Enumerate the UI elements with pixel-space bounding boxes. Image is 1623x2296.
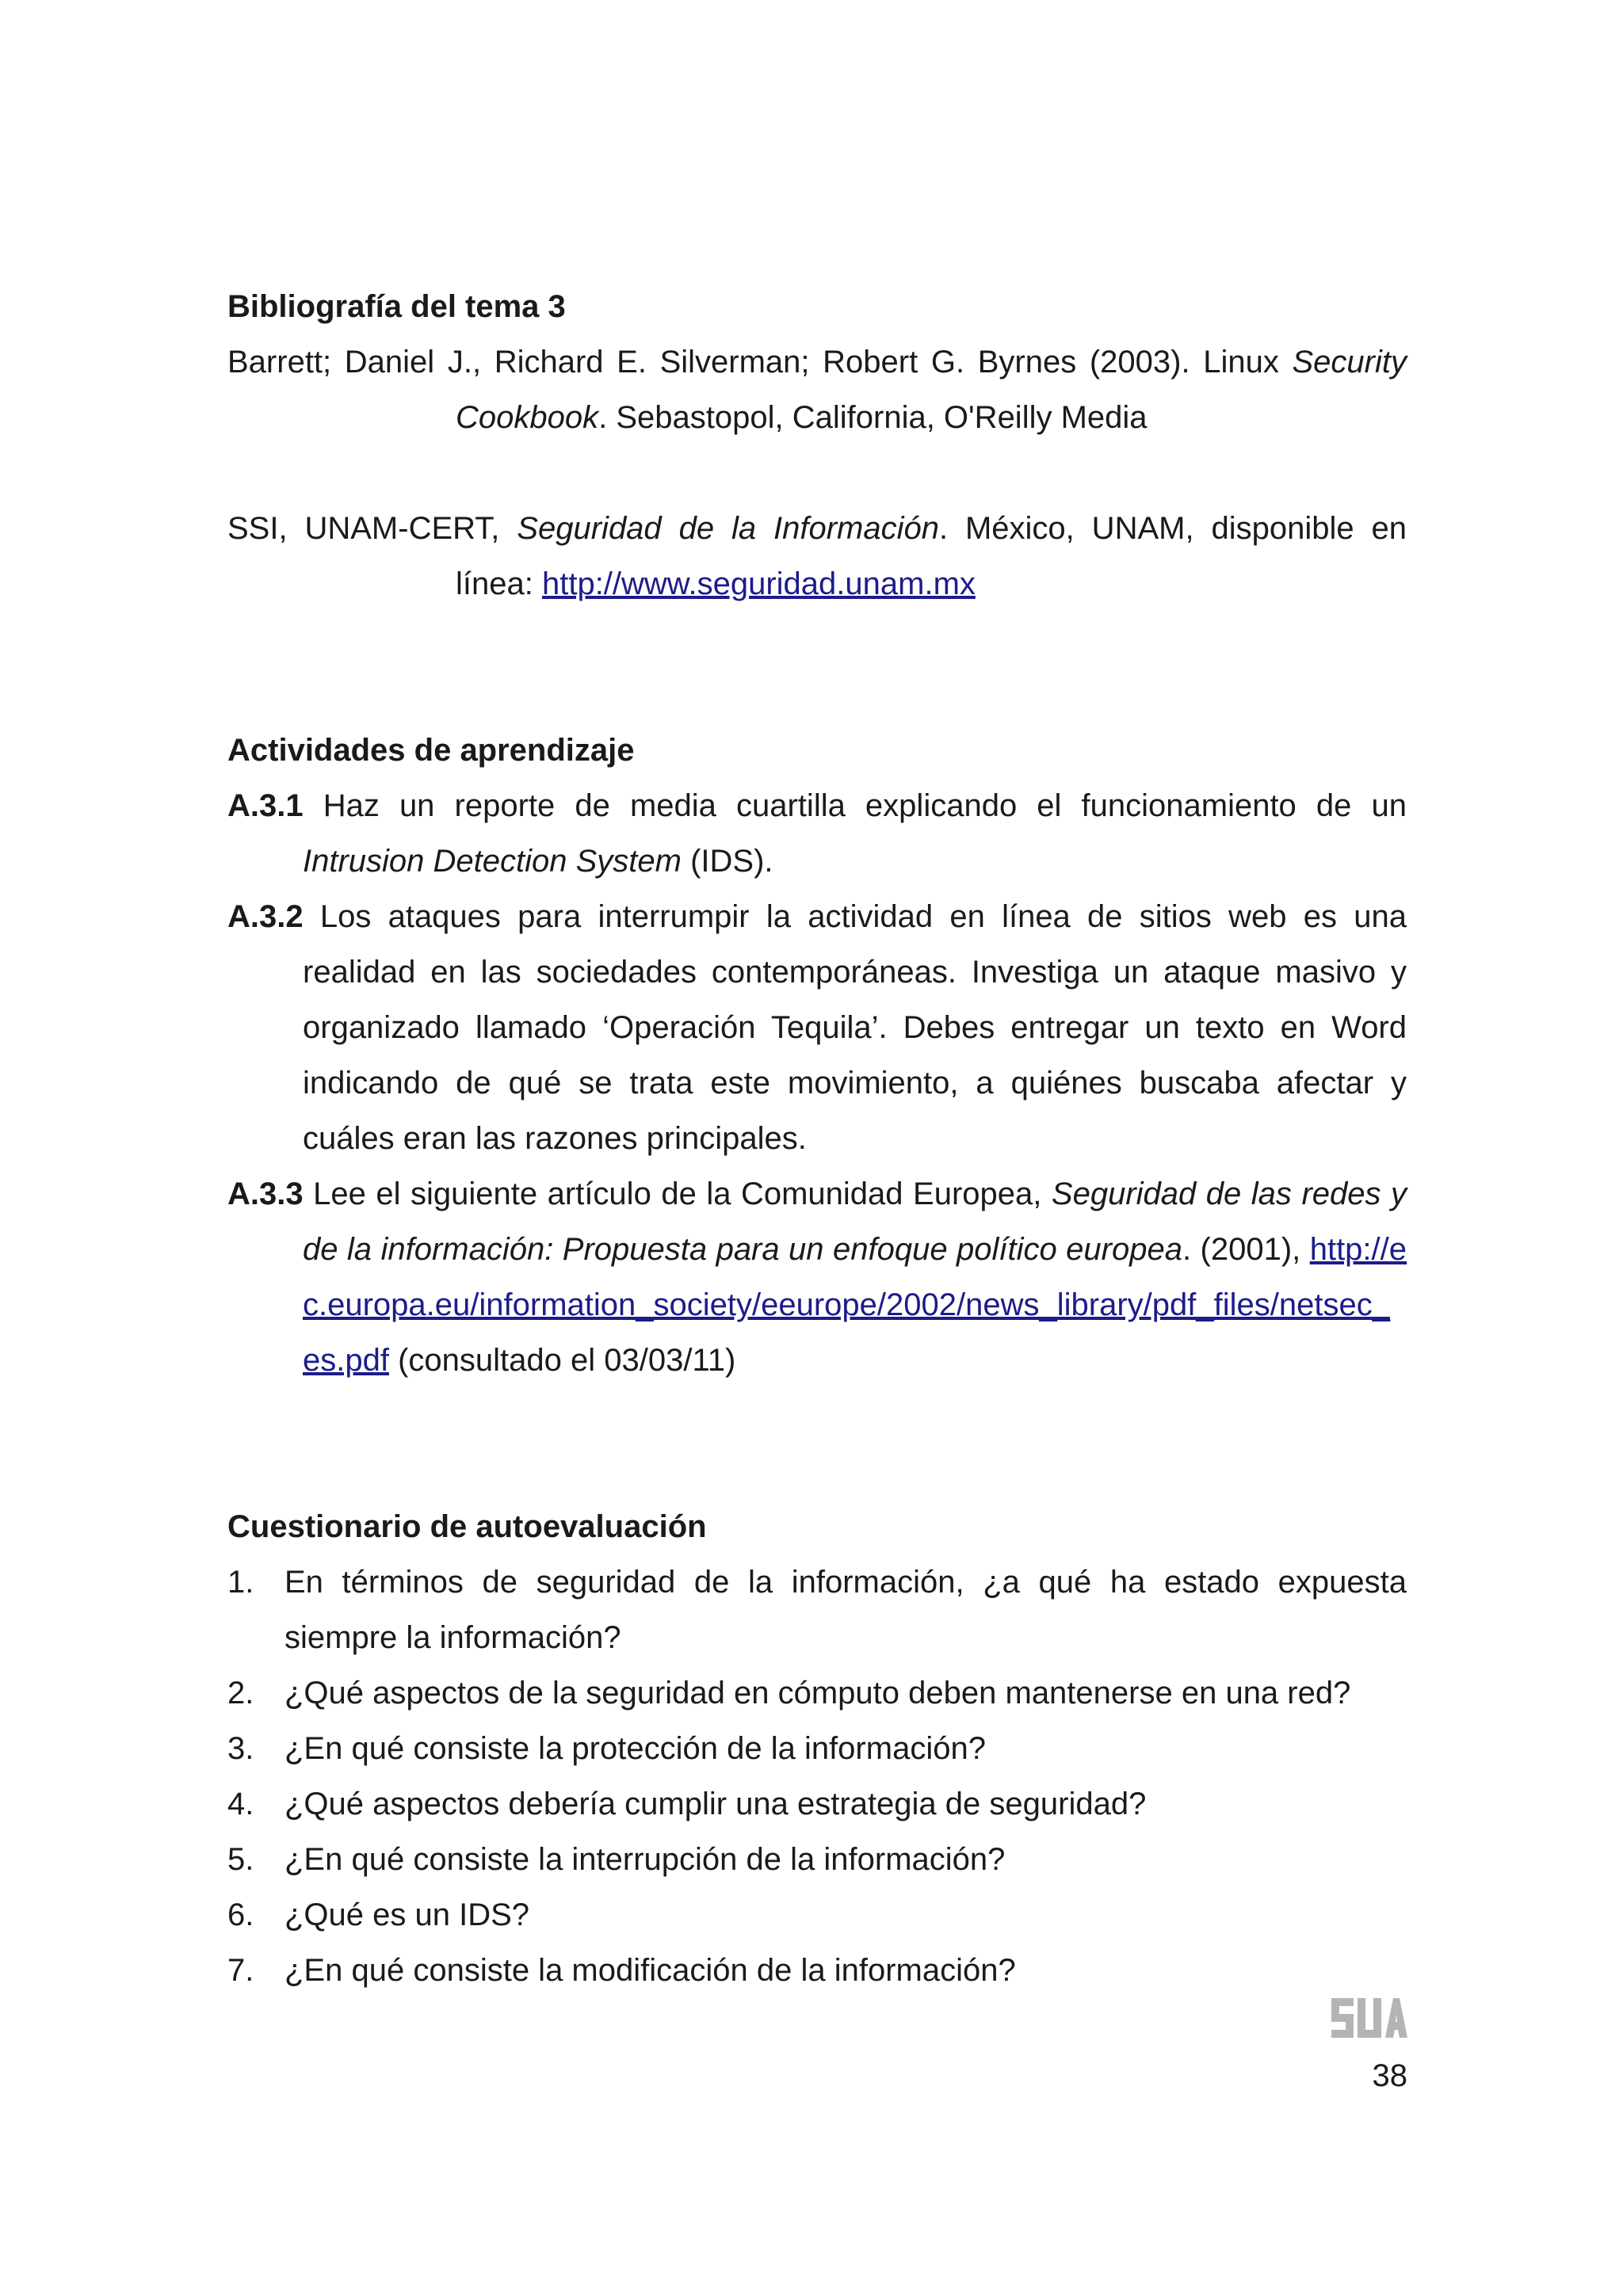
quiz-question <box>227 1776 1407 1832</box>
activity-a31 <box>227 778 1407 889</box>
quiz-question-number: 6. <box>227 1897 254 1932</box>
page-number: 38 <box>1372 2058 1407 2093</box>
reference-publisher: . Sebastopol, California, O'Reilly Media <box>598 400 1148 435</box>
quiz-question-text: ¿Qué aspectos de la seguridad en cómputo deben mantenerse en una red? <box>285 1676 1351 1711</box>
quiz-list <box>227 1554 1407 1998</box>
activity-year: . (2001), <box>1182 1232 1310 1267</box>
quiz-question <box>227 1887 1407 1943</box>
activity-text: Lee el siguiente artículo de la Comunidad Europea, <box>303 1177 1052 1211</box>
activity-consulted-date: (consultado el 03/03/11) <box>388 1343 736 1378</box>
quiz-question <box>227 1832 1407 1887</box>
quiz-question-text: ¿Qué aspectos debería cumplir una estrategia de seguridad? <box>285 1787 1147 1821</box>
activity-code: A.3.2 <box>227 899 304 934</box>
activity-italic-term: Intrusion Detection System <box>303 844 682 879</box>
quiz-question <box>227 1943 1407 1998</box>
quiz-question-number: 5. <box>227 1842 254 1877</box>
reference-authors: Barrett; Daniel J., Richard E. Silverman; Robert G. Byrnes (2003). Linux <box>227 345 1293 379</box>
reference-barrett <box>227 334 1407 445</box>
activity-text-end: (IDS). <box>682 844 773 879</box>
sua-logo <box>1331 1998 1407 2038</box>
activity-text: Haz un reporte de media cuartilla explicando el funcionamiento de un <box>303 788 1407 823</box>
quiz-question-number: 1. <box>227 1565 254 1600</box>
activity-a32 <box>227 889 1407 1166</box>
quiz-question-text: ¿En qué consiste la protección de la información? <box>285 1731 986 1766</box>
activities-heading: Actividades de aprendizaje <box>227 733 635 768</box>
reference-title: Security Cookbook <box>456 345 1407 435</box>
quiz-question-number: 3. <box>227 1731 254 1766</box>
activity-a33 <box>227 1166 1407 1388</box>
activity-article-title: Seguridad de las redes y de la información: Propuesta para un enfoque político europea <box>303 1177 1407 1267</box>
activity-text: Los ataques para interrumpir la actividad en línea de sitios web es una realidad en las sociedades contemporáneas. Investiga un ataque masivo y organizado llamado ‘Operación Tequila’. Debes entregar un texto en Word indicando de qué se trata este movimiento, a quiénes buscaba afectar y cuáles eran las razones principales. <box>303 899 1407 1156</box>
reference-publisher: . México, UNAM, disponible en línea: <box>456 511 1407 601</box>
quiz-question-number: 7. <box>227 1953 254 1988</box>
reference-authors: SSI, UNAM-CERT, <box>227 511 517 546</box>
reference-title: Seguridad de la Información <box>517 511 939 546</box>
quiz-question-text: En términos de seguridad de la información, ¿a qué ha estado expuesta siempre la información? <box>285 1565 1407 1655</box>
quiz-question-text: ¿En qué consiste la modificación de la información? <box>285 1953 1016 1988</box>
quiz-question-text: ¿Qué es un IDS? <box>285 1897 530 1932</box>
quiz-question <box>227 1665 1407 1721</box>
quiz-question <box>227 1721 1407 1776</box>
activity-article-link[interactable]: http://ec.europa.eu/information_society/eeurope/2002/news_library/pdf_files/netsec_es.pdf <box>303 1232 1407 1378</box>
reference-ssi-unam <box>227 501 1407 612</box>
bibliography-heading: Bibliografía del tema 3 <box>227 289 566 324</box>
quiz-question-number: 2. <box>227 1676 254 1711</box>
activity-code: A.3.1 <box>227 788 304 823</box>
page-content <box>227 279 1407 1998</box>
activity-code: A.3.3 <box>227 1177 304 1211</box>
quiz-heading: Cuestionario de autoevaluación <box>227 1509 707 1544</box>
reference-url-link[interactable]: http://www.seguridad.unam.mx <box>541 566 976 601</box>
quiz-question-text: ¿En qué consiste la interrupción de la información? <box>285 1842 1006 1877</box>
quiz-question-number: 4. <box>227 1787 254 1821</box>
quiz-question <box>227 1554 1407 1665</box>
